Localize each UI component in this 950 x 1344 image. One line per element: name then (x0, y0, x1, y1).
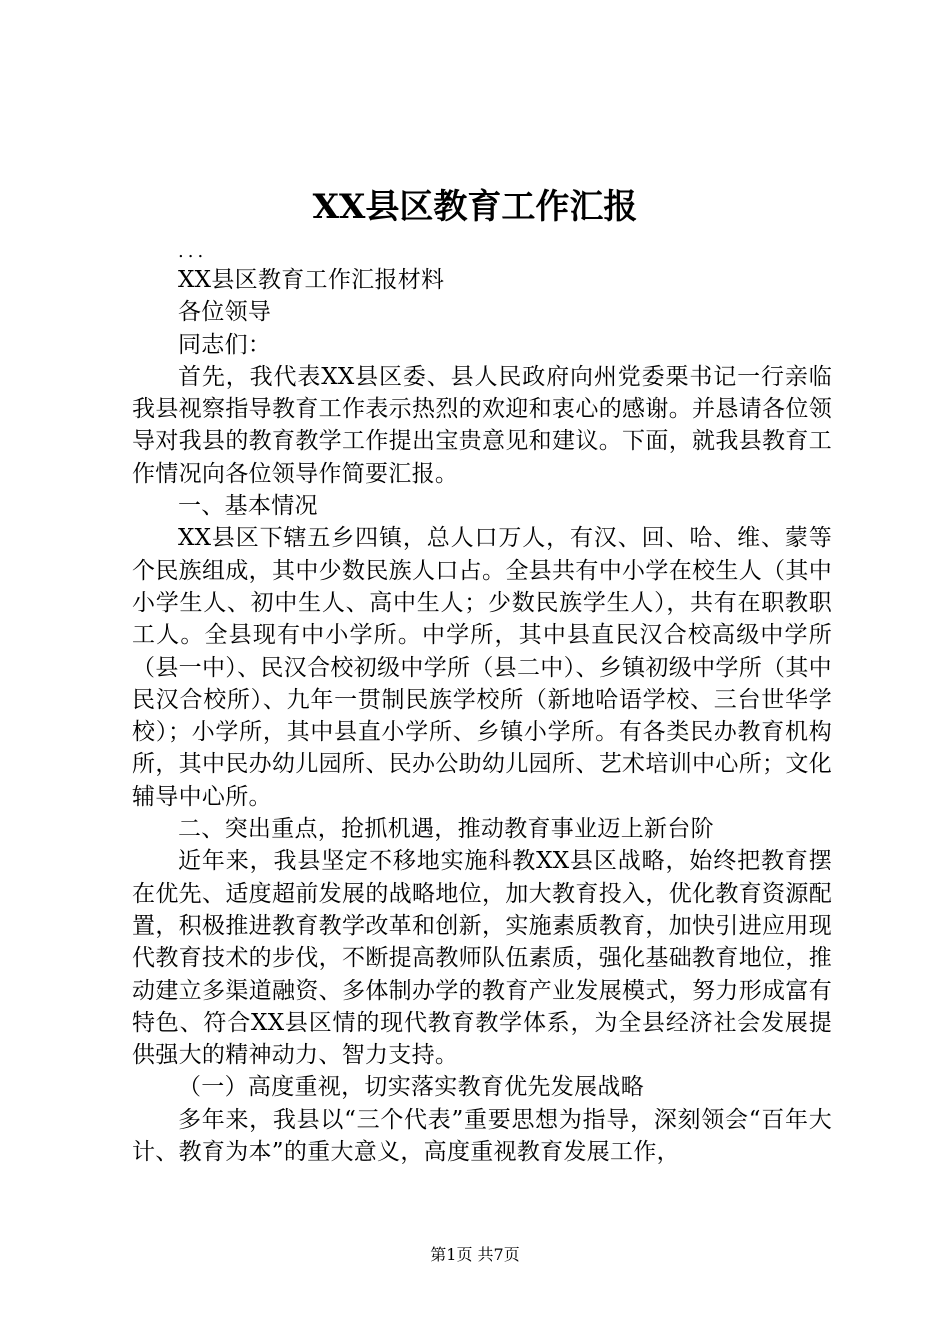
paragraph-many-years: 多年来，我县以“三个代表”重要思想为指导，深刻领会“百年大计、教育为本”的重大意义，高度重视教育发展工作， (132, 1106, 832, 1166)
section-heading-key-points: 二、突出重点，抢抓机遇，推动教育事业迈上新台阶 (178, 816, 714, 843)
paragraph-opening: 首先，我代表XX县区委、县人民政府向州党委栗书记一行亲临我县视察指导教育工作表示热烈的欢迎和衷心的感谢。并恳请各位领导对我县的教育教学工作提出宝贵意见和建议。下面，就我县教育工作情况向各位领导作简要汇报。 (132, 363, 832, 487)
paragraph-salutation-leaders: 各位领导 (178, 299, 272, 326)
section-heading-basic-situation: 一、基本情况 (178, 493, 318, 520)
page-footer: 第1页 共7页 (430, 1245, 520, 1264)
paragraph-basic-situation: XX县区下辖五乡四镇，总人口万人，有汉、回、哈、维、蒙等个民族组成，其中少数民族人口占。全县共有中小学在校生人（其中小学生人、初中生人、高中生人；少数民族学生人），共有在职教职工人。全县现有中小学所。中学所，其中县直民汉合校高级中学所（县一中）、民汉合校初级中学所（县二中）、乡镇初级中学所（其中民汉合校所）、九年一贯制民族学校所（新地哈语学校、三台世华学校）；小学所，其中县直小学所、乡镇小学所。有各类民办教育机构所，其中民办幼儿园所、民办公助幼儿园所、艺术培训中心所；文化辅导中心所。 (132, 525, 832, 810)
paragraph-salutation-comrades: 同志们： (178, 331, 272, 358)
document-title: XX县区教育工作汇报 (312, 187, 638, 227)
subsection-heading-priority: （一）高度重视，切实落实教育优先发展战略 (178, 1074, 644, 1101)
document-body (132, 240, 832, 1168)
paragraph-material-title: XX县区教育工作汇报材料 (178, 267, 445, 293)
paragraph-recent-years: 近年来，我县坚定不移地实施科教XX县区战略，始终把教育摆在优先、适度超前发展的战略地位，加大教育投入，优化教育资源配置，积极推进教育教学改革和创新，实施素质教育，加快引进应用现代教育技术的步伐，不断提高教师队伍素质，强化基础教育地位，推动建立多渠道融资、多体制办学的教育产业发展模式，努力形成富有特色、符合XX县区情的现代教育教学体系，为全县经济社会发展提供强大的精神动力、智力支持。 (132, 848, 832, 1069)
ellipsis-mark: ... (178, 241, 208, 262)
